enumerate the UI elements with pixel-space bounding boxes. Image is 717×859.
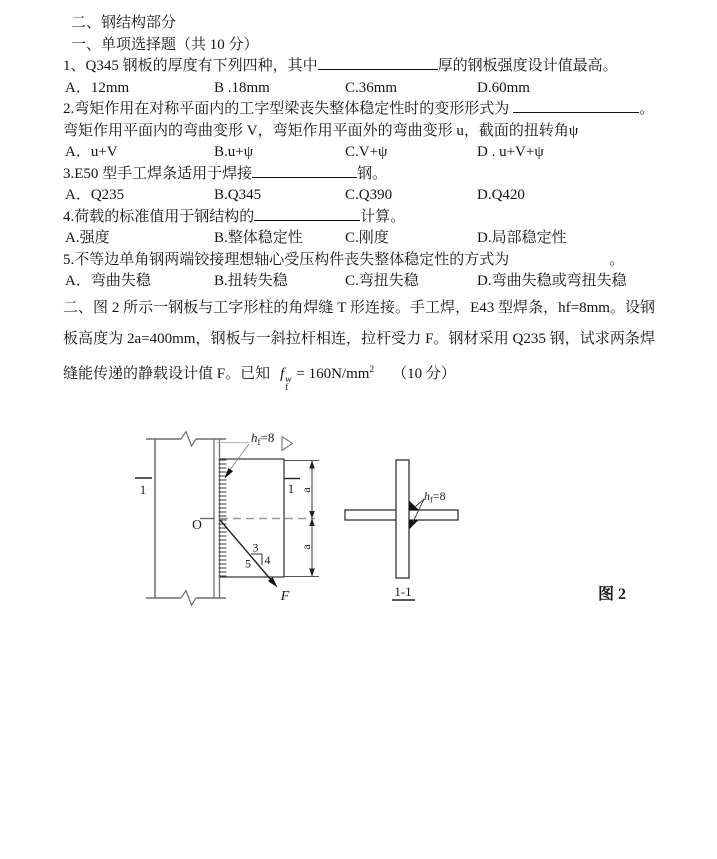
problem-line-2: 板高度为 2a=400mm，钢板与一斜拉杆相连，拉杆受力 F。钢材采用 Q235 钢，试求两条焊 [63,330,655,347]
q3-option-a: A．Q235 [65,187,125,203]
section-marker-left [135,478,152,497]
weld-callout-left [217,430,293,479]
section-view [345,460,458,600]
q1-option-a: A．12mm [65,79,130,96]
section-marker-right [284,478,300,496]
part-title: 二、钢结构部分 [71,15,177,31]
weld-flag-icon [282,436,293,450]
slope-rise-label: 3 [252,540,259,554]
weld-fillet-upper [409,500,420,510]
question-1-options [63,78,687,100]
q5-option-d: D.弯曲失稳或弯扭失稳 [477,273,627,289]
weld-right-rest: =8 [432,488,446,503]
slope-run-label: 4 [264,552,271,567]
formula-superscript: w [285,374,292,385]
figure-caption: 图 2 [597,585,627,603]
weld-left-rest: =8 [260,429,275,445]
q5-option-b: B.扭转失稳 [214,273,288,289]
q2-stem-after: 。 [639,101,655,117]
break-symbol-bottom [181,590,196,605]
q5-option-a: A．弯曲失稳 [65,273,151,289]
q1-option-c: C.36mm [345,79,398,96]
break-symbol-top [181,431,196,446]
q4-option-c: C.刚度 [345,230,389,246]
q1-option-d: D.60mm [477,79,530,96]
q2-option-b: B.u+ψ [214,144,254,160]
origin-label: O [192,516,202,532]
problem-line-3 [63,355,655,393]
q3-stem-after: 钢。 [357,165,388,182]
q1-stem-before: 1、Q345 钢板的厚度有下列四种，其中 [63,58,318,74]
weld-left-base: h [251,429,258,445]
dim-label-upper-a: a [299,486,313,493]
weld-label-left [251,430,274,447]
q3-answer-blank [252,164,357,178]
formula-subscript: f [285,383,289,393]
q1-stem-after: 厚的钢板强度设计值最高。 [437,58,618,74]
q5-stem-after: 。 [609,251,625,268]
q5-option-c: C.弯扭失稳 [345,273,419,289]
q3-stem-before: 3.E50 型手工焊条适用于焊接 [63,165,253,182]
q4-stem-after: 计算。 [360,208,406,225]
question-4-stem [63,207,687,229]
section-marker-left-label: 1 [139,481,147,497]
weld-left-sub: f [257,436,261,447]
section-vertical-plate [396,460,409,578]
question-5-options [63,271,687,293]
question-2-options [63,142,687,164]
column-flange [214,439,220,598]
dim-label-lower-a: a [299,543,313,550]
formula-value: = 160N/mm [292,365,370,382]
formula-scripts [285,376,291,393]
problem-line-3-text: 缝能传递的静载设计值 F。已知 [63,365,271,382]
weld-right-sub: f [430,494,433,504]
formula-exponent: 2 [369,364,375,375]
weld-label-right [424,489,446,505]
question-3-options [63,185,687,207]
figure-2 [63,418,687,623]
q3-option-d: D.Q420 [477,187,525,203]
q2-option-a: A．u+V [65,144,118,160]
formula-base: f [280,365,285,382]
q3-option-c: C.Q390 [345,187,393,203]
weld-right-base: h [424,488,430,503]
q4-answer-blank [254,207,360,221]
q2-stem-before: 2.弯矩作用在对称平面内的工字型梁丧失整体稳定性时的变形形式为 [63,101,510,117]
section-view-label: 1-1 [394,583,412,599]
force-label: F [280,588,290,604]
problem-line-1: 二、图 2 所示一钢板与工字形柱的角焊缝 T 形连接。手工焊，E43 型焊条，hf=8mm。设钢 [63,299,655,316]
problem-points: （10 分） [392,365,456,382]
force-arrow [220,520,290,604]
q4-option-b: B.整体稳定性 [214,230,303,246]
question-3-stem [63,164,687,186]
q2-answer-blank [513,99,639,113]
question-2-stem [63,99,687,121]
q4-stem-before: 4.荷载的标准值用于钢结构的 [63,208,255,225]
q1-answer-blank [318,56,438,70]
q3-option-b: B.Q345 [214,187,262,203]
question-2-note: 弯矩作用平面内的弯曲变形 V，弯矩作用平面外的弯曲变形 u，截面的扭转角ψ [63,122,579,139]
section-marker-right-label: 1 [287,480,295,496]
formula-ffw [280,364,375,393]
q4-option-a: A.强度 [65,230,110,246]
question-5-stem [63,250,687,272]
section-title: 一、单项选择题（共 10 分） [71,36,259,53]
question-4-options [63,228,687,250]
q4-option-d: D.局部稳定性 [477,230,567,246]
figure-2-drawing [63,418,717,618]
q5-stem-before: 5.不等边单角钢两端铰接理想轴心受压构件丧失整体稳定性的方式为 [63,251,510,268]
slope-triangle [245,540,271,570]
slope-hyp-label: 5 [245,556,251,570]
question-1-stem [63,56,687,78]
weld-leader-arrowhead [225,468,234,478]
q2-option-d: D . u+V+ψ [477,144,544,160]
q2-option-c: C.V+ψ [345,144,388,160]
q1-option-b: B .18mm [214,79,270,96]
